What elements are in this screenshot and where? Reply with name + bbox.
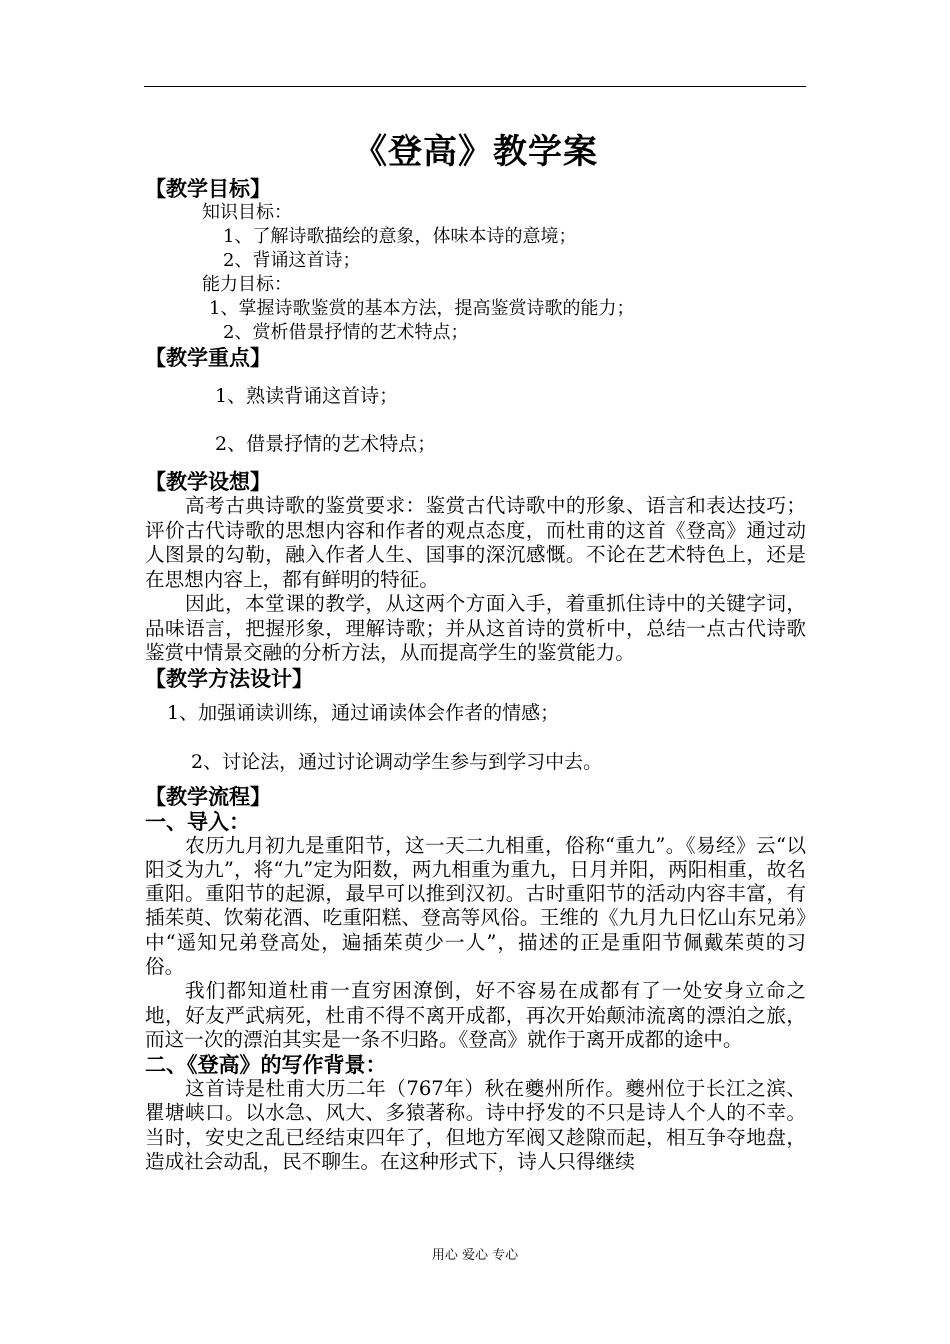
document-body — [145, 128, 806, 1174]
process-heading: 【教学流程】 — [145, 783, 271, 809]
ability-item: 2、赏析借景抒情的艺术特点； — [223, 322, 469, 343]
intro-paragraph: 我们都知道杜甫一直穷困潦倒，好不容易在成都有了一处安身立命之地，好友严武病死，杜甫不得不离开成都，再次开始颠沛流离的漂泊之旅，而这一次的漂泊其实是一条不归路。《登高》就作于离开成都的途中。 — [145, 979, 806, 1051]
background-paragraph: 这首诗是杜甫大历二年（767年）秋在夔州所作。夔州位于长江之滨、瞿塘峡口。以水急、风大、多猿著称。诗中抒发的不只是诗人个人的不幸。当时，安史之乱已经结束四年了，但地方军阀又趁隙而起，相互争夺地盘，造成社会动乱，民不聊生。在这种形式下，诗人只得继续 — [145, 1077, 806, 1174]
key-point-item: 2、借景抒情的艺术特点； — [215, 433, 437, 455]
knowledge-item: 2、背诵这首诗； — [223, 250, 361, 271]
page-footer: 用心 爱心 专心 — [431, 1248, 519, 1263]
objectives-heading: 【教学目标】 — [145, 176, 271, 201]
background-heading: 二、《登高》的写作背景： — [145, 1052, 387, 1078]
header-rule — [144, 86, 806, 87]
design-paragraph: 因此，本堂课的教学，从这两个方面入手，着重抓住诗中的关键字词，品味语言，把握形象，理解诗歌；并从这首诗的赏析中，总结一点古代诗歌鉴赏中情景交融的分析方法，从而提高学生的鉴赏能力。 — [145, 592, 806, 664]
knowledge-label: 知识目标： — [202, 202, 292, 223]
method-item: 1、加强诵读训练，通过诵读体会作者的情感； — [167, 701, 560, 724]
ability-item: 1、掌握诗歌鉴赏的基本方法，提高鉴赏诗歌的能力； — [209, 298, 635, 319]
method-item: 2、讨论法，通过讨论调动学生参与到学习中去。 — [191, 750, 603, 773]
intro-heading: 一、导入： — [145, 808, 250, 834]
methods-heading: 【教学方法设计】 — [145, 665, 313, 691]
page-title: 《登高》教学案 — [353, 132, 598, 172]
key-point-item: 1、熟读背诵这首诗； — [215, 385, 399, 407]
key-points-heading: 【教学重点】 — [145, 345, 271, 370]
design-paragraph: 高考古典诗歌的鉴赏要求：鉴赏古代诗歌中的形象、语言和表达技巧；评价古代诗歌的思想内容和作者的观点态度，而杜甫的这首《登高》通过动人图景的勾勒，融入作者人生、国事的深沉感慨。不论在艺术特色上，还是在思想内容上，都有鲜明的特征。 — [145, 494, 806, 591]
knowledge-item: 1、了解诗歌描绘的意象，体味本诗的意境； — [223, 226, 577, 247]
ability-label: 能力目标： — [202, 274, 292, 295]
intro-paragraph: 农历九月初九是重阳节，这一天二九相重，俗称“重九”。《易经》云“以阳爻为九”，将“九”定为阳数，两九相重为重九，日月并阳，两阳相重，故名重阳。重阳节的起源，最早可以推到汉初。古时重阳节的活动内容丰富，有插茱萸、饮菊花酒、吃重阳糕、登高等风俗。王维的《九月九日忆山东兄弟》中“遥知兄弟登高处，遍插茱萸少一人”，描述的正是重阳节佩戴茱萸的习俗。 — [145, 833, 806, 978]
design-heading: 【教学设想】 — [145, 469, 271, 494]
